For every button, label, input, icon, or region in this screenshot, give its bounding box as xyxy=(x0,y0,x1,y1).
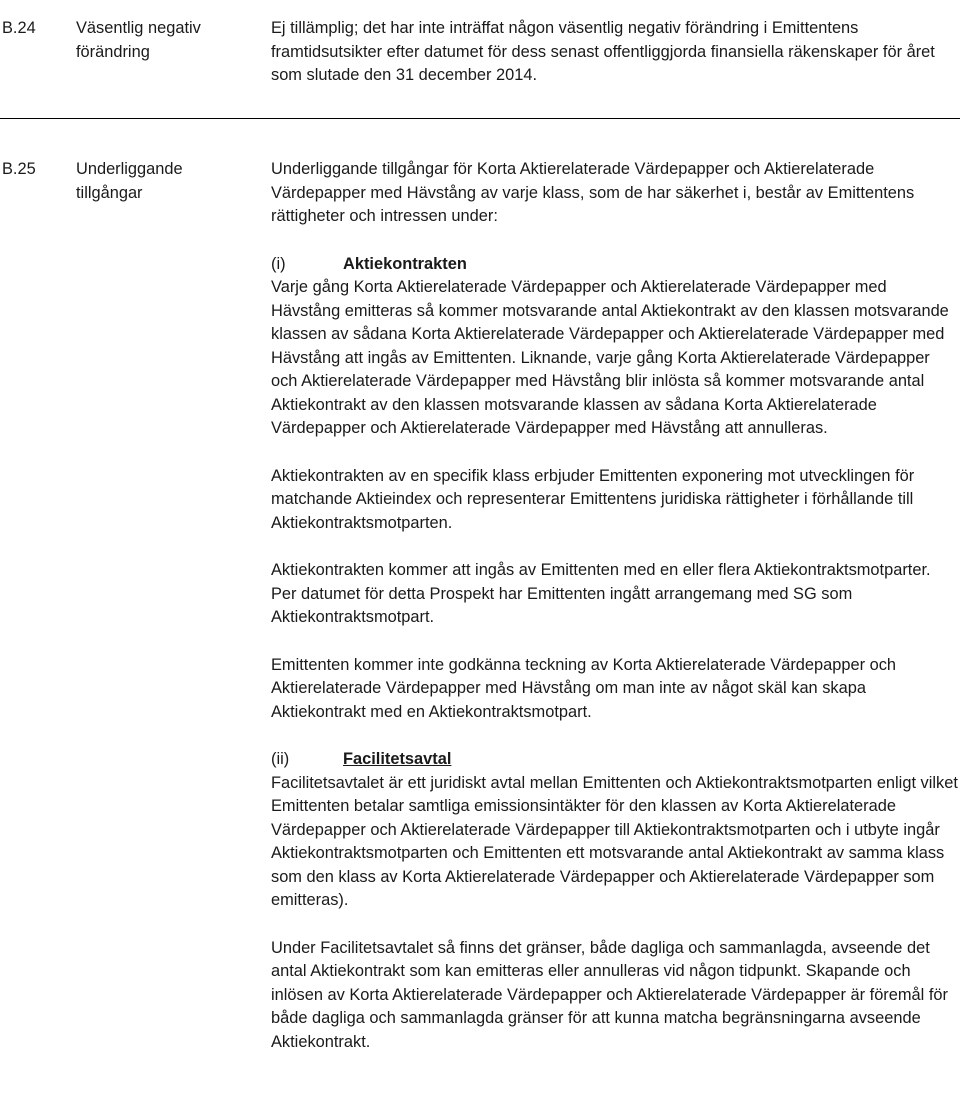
paragraph: Facilitetsavtalet är ett juridiskt avtal mellan Emittenten och Aktiekontraktsmotparten enligt vilket Emittenten betalar samtliga emissionsintäkter för den klassen av Korta Aktierelaterade Värdepapper och Aktierelaterade Värdepapper till Aktiekontraktsmotparten och i utbyte ingår Aktiekontraktsmotparten och Emittenten ett motsvarande antal Aktiekontrakt av samma klass som den klass av Korta Aktierelaterade Värdepapper och Aktierelaterade Värdepapper som emitteras). xyxy=(271,773,958,909)
paragraph: Aktiekontrakten kommer att ingås av Emittenten med en eller flera Aktiekontraktsmotparter. Per datumet för detta Prospekt har Emittenten ingått arrangemang med SG som Aktiekontraktsmotpart. xyxy=(271,561,931,626)
paragraph: Under Facilitetsavtalet så finns det gränser, både dagliga och sammanlagda, avseende det antal Aktiekontrakt som kan emitteras eller annulleras vid någon tidpunkt. Skapande och inlösen av Korta Aktierelaterade Värdepapper och Aktierelaterade Värdepapper är föremål för både dagliga och sammanlagda gränser för att kunna matcha begränsningarna avseende Aktiekontrakt. xyxy=(271,938,948,1051)
paragraph: Emittenten kommer inte godkänna teckning av Korta Aktierelaterade Värdepapper och Aktierelaterade Värdepapper med Hävstång om man inte av något skäl kan skapa Aktiekontrakt med en Aktiekontraktsmotpart. xyxy=(271,655,897,721)
subheading-aktiekontrakten xyxy=(271,253,960,277)
section-label: Underliggande tillgångar xyxy=(76,160,183,202)
section-divider xyxy=(0,118,960,119)
section-label: Väsentlig negativ förändring xyxy=(76,19,201,61)
subheading-facilitetsavtal xyxy=(271,748,960,772)
subheading-number: (ii) xyxy=(271,750,290,768)
paragraph: Ej tillämplig; det har inte inträffat någon väsentlig negativ förändring i Emittentens framtidsutsikter efter datumet för dess senast offentliggjorda finansiella räkenskaper för året som slutade den 31 december 2014. xyxy=(271,19,935,84)
paragraph: Aktiekontrakten av en specifik klass erbjuder Emittenten exponering mot utvecklingen för matchande Aktieindex och representerar Emittentens juridiska rättigheter i förhållande till Aktiekontraktsmotparten. xyxy=(271,466,915,532)
section-code: B.24 xyxy=(2,19,36,37)
subheading-title: Aktiekontrakten xyxy=(343,254,467,273)
intro-paragraph: Underliggande tillgångar för Korta Aktierelaterade Värdepapper och Aktierelaterade Värdepapper med Hävstång av varje klass, som de har säkerhet i, består av Emittentens rättigheter och intressen under: xyxy=(271,160,915,225)
paragraph: Varje gång Korta Aktierelaterade Värdepapper och Aktierelaterade Värdepapper med Hävstång emitteras så kommer motsvarande antal Aktiekontrakt av den klassen motsvarande klassen av sådana Korta Aktierelaterade Värdepapper och Aktierelaterade Värdepapper med Hävstång att ingås av Emittenten. Liknande, varje gång Korta Aktierelaterade Värdepapper och Aktierelaterade Värdepapper med Hävstång blir inlösta så kommer motsvarande antal Aktiekontrakt av den klassen motsvarande klassen av sådana Korta Aktierelaterade Värdepapper och Aktierelaterade Värdepapper med Hävstång att annulleras. xyxy=(271,278,949,437)
subheading-number: (i) xyxy=(271,254,286,273)
section-code: B.25 xyxy=(2,160,36,178)
section-content xyxy=(271,158,960,1054)
section-content xyxy=(271,17,960,88)
subheading-title: Facilitetsavtal xyxy=(343,750,452,768)
